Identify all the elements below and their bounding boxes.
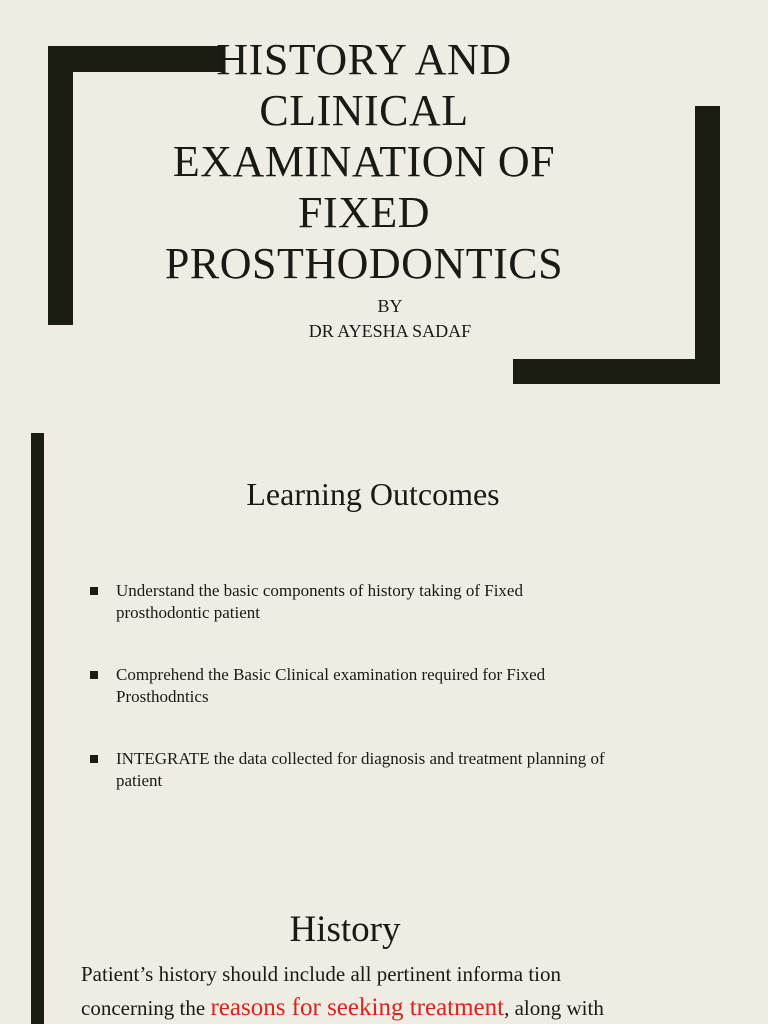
history-line: Patient’s history should include all pertinent informa tion [81, 962, 562, 986]
bullet-square-icon [90, 755, 98, 763]
title-line: PROSTHODONTICS [164, 239, 564, 288]
presentation-title [80, 34, 648, 289]
bottom-right-bracket-horizontal [513, 359, 720, 384]
history-text-after: , along with [504, 996, 604, 1020]
bullet-line: Prosthodntics [116, 687, 209, 706]
title-slide [0, 0, 768, 404]
bullet-square-icon [90, 587, 98, 595]
bullet-line: Comprehend the Basic Clinical examination required for Fixed [116, 665, 546, 684]
outcomes-slide [0, 404, 768, 1024]
list-item [88, 664, 688, 748]
history-paragraph [81, 958, 721, 1024]
history-line [81, 991, 721, 1024]
bottom-right-bracket-vertical [695, 106, 720, 384]
top-left-bracket-vertical [48, 46, 73, 325]
left-accent-bar [31, 433, 44, 1024]
bullet-line: INTEGRATE the data collected for diagnosis and treatment planning of [116, 749, 605, 768]
title-line: HISTORY AND [216, 35, 512, 84]
bullet-line: patient [116, 771, 163, 790]
title-line: CLINICAL [259, 86, 469, 135]
highlighted-phrase: reasons for seeking treatment [210, 994, 505, 1021]
bullet-line: Understand the basic components of history taking of Fixed [116, 581, 523, 600]
list-item [88, 580, 688, 664]
learning-outcomes-heading: Learning Outcomes [246, 476, 500, 512]
title-line: EXAMINATION OF [172, 137, 556, 186]
list-item [88, 748, 688, 832]
byline-by: BY [377, 296, 403, 316]
author-name: DR AYESHA SADAF [308, 321, 472, 341]
history-heading: History [289, 909, 401, 950]
history-text-before: concerning the [81, 996, 211, 1020]
bullet-square-icon [90, 671, 98, 679]
title-line: FIXED [297, 188, 431, 237]
outcomes-list [88, 580, 688, 832]
bullet-line: prosthodontic patient [116, 603, 261, 622]
